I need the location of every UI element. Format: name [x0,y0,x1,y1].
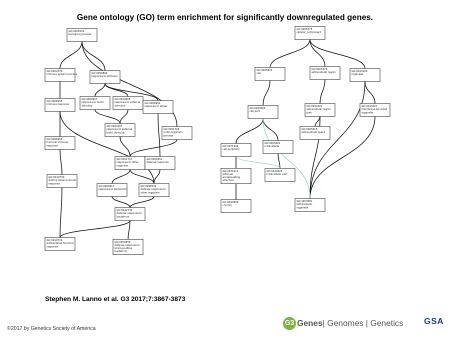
node-label: stimulus [81,104,93,108]
node-label: biological_process [68,33,92,37]
go-node-cc [295,27,325,40]
edge-dbact-antibr [60,221,130,238]
citation: Stephen M. Lanno et al. G3 2017;7:3867-3873 [45,296,186,303]
edge-multi-rorg [130,140,177,157]
edge-rstress-defense [158,114,160,157]
edge-rorg-rbact [112,170,130,184]
edge-rbio-rext2 [95,110,120,124]
node-label: multi-organism [163,131,183,135]
node-label: GO:0005575 [296,28,313,32]
node-label: extracellular space [301,131,326,135]
node-label: antibacterial humoral [46,242,74,246]
edge-rext-rext2 [120,110,128,124]
edge-rstim-rbio [95,84,105,97]
edge-rstim-rext [105,84,128,97]
node-label: GO:0043226 [351,70,368,74]
node-label: membrane-bounded [361,108,388,112]
node-label: antimicrobial humoral [48,179,76,183]
node-label: GO:0006955 [46,100,63,104]
go-node-mborg [360,104,390,117]
node-label: Gram-positive [114,247,133,251]
go-node-dbact [115,208,145,221]
node-label: biotic stimulus [106,131,125,135]
node-label: GO:0042742 [116,209,133,213]
node-label: GO:0051704 [163,128,180,132]
edge-humoral-antimh [60,150,62,175]
node-label: response to stress [144,105,168,109]
node-label: GO:0044464 [249,107,266,111]
go-node-bp [67,29,97,42]
node-label: GO:0042600 [222,201,239,205]
node-label: stimulus [114,104,126,108]
node-label: GO:0050830 [114,240,131,244]
edge-ecr-ecrp [320,80,325,104]
node-label: response to stimulus [91,75,118,79]
brand-name: Genes [297,318,323,328]
node-label: cell [256,72,261,76]
node-label: extracellular region [311,71,336,75]
go-node-cperi [221,144,251,157]
node-label: GO:0019731 [46,239,63,243]
edge-cperi-icp [236,157,280,169]
go-node-ecm [221,168,251,183]
node-label: GO:0009607 [81,98,98,102]
node-label: GO:0050896 [91,72,108,76]
go-node-imm [45,99,75,112]
go-node-ecrp [305,104,335,117]
node-label: organelle [351,73,364,77]
node-label: GO:0005576 [311,68,328,72]
go-node-multi [162,127,192,140]
node-label: GO:0019730 [48,176,65,180]
node-label: GO:0031012 [222,169,239,173]
go-node-rbact [97,184,127,197]
go-node-rgram [113,239,143,254]
node-label: GO:0005622 [264,142,281,146]
go-node-rbio [80,97,110,110]
node-label: bacterium [114,250,128,254]
node-label: defense response [146,161,169,165]
go-node-rext [113,97,143,110]
node-label: other organism [140,191,160,195]
node-label: intracellular part [266,173,288,177]
edge-dbact-rgram [128,221,130,241]
journal-logo[interactable] [283,316,403,330]
edge-cc-ecr [310,40,325,67]
copyright: ©2017 by Genetics Society of America [7,326,96,332]
node-label: immune response [46,103,69,107]
node-label: organelle [296,206,309,210]
node-label: cell periphery [222,148,240,152]
node-label: GO:0071944 [222,145,239,149]
node-label: GO:0043227 [361,105,378,109]
node-label: intracellular [264,145,280,149]
go-node-icp [265,169,295,182]
go-node-chor [221,200,251,213]
node-label: response to external [106,128,133,132]
node-label: immune system process [46,73,78,77]
edge-rorg-dother [130,170,154,184]
node-label: cell part [249,110,260,114]
edge-defense-dother [154,170,160,184]
go-node-antibr [45,238,75,251]
node-label: structure [222,179,234,183]
edge-cell-cpart [263,81,270,106]
g3-logo-icon: G3 [283,317,296,330]
go-node-cell [255,68,285,81]
node-label: GO:0044424 [266,170,283,174]
node-label: response to external [114,101,141,105]
edge-organ-mborg [365,82,375,104]
edge-cpart-intra [263,119,278,141]
go-node-dother [139,184,169,197]
node-label: encapsulating [222,176,241,180]
edge-cc-cell [270,40,310,68]
node-label: response to biotic [81,101,104,105]
go-node-humoral [45,137,75,150]
edge-ecrp-ecs [315,117,320,127]
go-node-cpart [248,106,278,119]
node-label: process [163,134,174,138]
go-node-ecvo [295,199,325,212]
node-label: external [222,173,233,176]
node-label: GO:0043207 [106,125,123,129]
node-label: response [48,182,60,186]
node-label: GO:0006959 [46,138,63,142]
node-label: GO:0002376 [46,70,63,74]
go-node-intra [263,141,293,154]
node-label: part [306,111,312,115]
go-node-immsys [45,69,78,82]
node-label: response [46,144,58,148]
figure-title: Gene ontology (GO) term enrichment for significantly downregulated genes. [76,13,374,22]
node-label: organelle [361,111,374,115]
node-label: organism [116,164,129,168]
edge-bp-rstim [82,42,105,71]
go-node-ecs [300,127,330,140]
node-label: chorion [222,204,232,208]
node-label: GO:0044421 [306,105,323,109]
node-label: GO:0009605 [114,98,131,102]
node-label: response to other [116,161,139,165]
node-label: response [46,245,58,249]
go-node-rorg [115,157,145,170]
node-label: GO:0005623 [256,69,273,73]
edge-bp-immsys [60,42,82,69]
node-label: GO:0006950 [144,102,161,106]
brand-subtitle: | Genomes | Genetics [322,318,404,328]
go-node-defense [145,157,175,170]
node-label: GO:0098542 [140,185,157,189]
graph-nodes [45,27,390,255]
node-label: humoral immune [46,141,68,145]
go-node-ecr [310,67,340,80]
go-node-rstress [143,101,173,114]
edge-antimh-antibr [60,188,62,238]
node-label: defense response to [140,188,166,192]
node-label: GO:0006952 [146,158,163,162]
edge-cpart-cperi [236,119,263,144]
node-label: GO:0005615 [301,128,318,132]
node-label: defense response to [116,212,142,216]
node-label: response to bacterium [98,188,127,192]
node-label: bacterium [116,215,130,219]
node-label: GO:0009617 [98,185,115,189]
node-label: GO:1903561 [296,200,313,204]
edge-dother-dbact [130,197,154,208]
node-label: GO:0051707 [116,158,133,162]
node-label: extracellular region [306,108,331,112]
go-node-rstim [90,71,120,84]
node-label: defense response to [114,244,140,247]
gsa-logo[interactable]: GSA [424,316,444,326]
node-label: cellular_component [296,31,322,35]
go-node-organ [350,69,380,82]
go-node-antimh [47,175,77,188]
node-label: extracellular [296,203,313,207]
go-node-rext2 [105,124,135,137]
edge-rbact-dbact [112,197,130,208]
node-label: GO:0008150 [68,30,85,34]
